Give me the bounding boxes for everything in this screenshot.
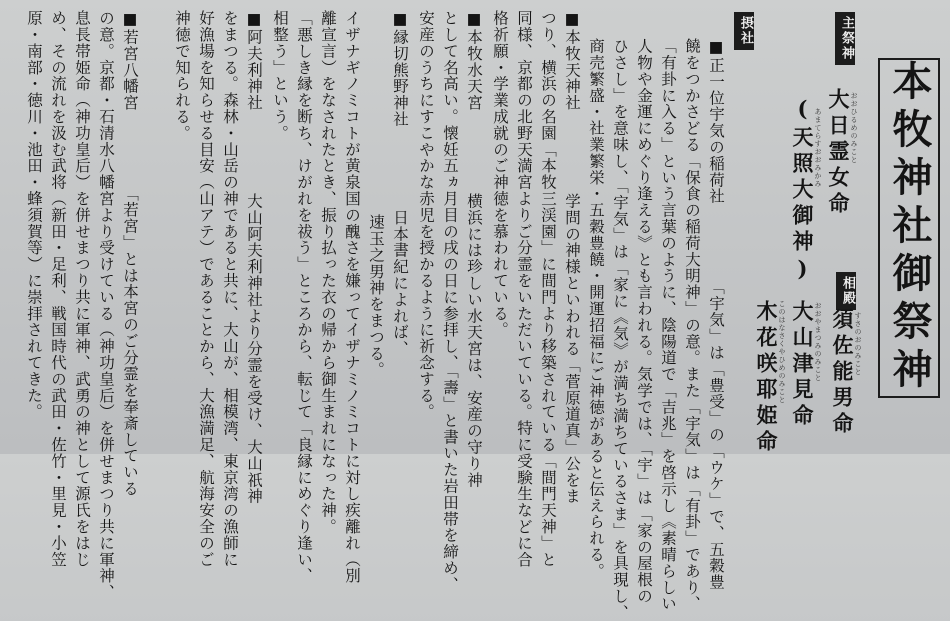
aidono-deity-3-reading: このはなさくやひめのみこと (778, 300, 786, 404)
shrine-title: 本牧神社御祭神 (886, 60, 933, 396)
aidono-deity-1: 須佐能男命 (830, 308, 855, 438)
sessha-line: 離宣言）をなされたとき、振り払った衣の帰から御生まれになった神。 (319, 10, 337, 535)
sessha-line: ■正一位宇気の稲荷社 「宇気」は「豊受」の「ウケ」で、五穀豊 (707, 38, 725, 591)
sessha-line: 好漁場を知らせる目安（山アテ）であることから、大漁満足、航海安全のご (197, 10, 215, 568)
sessha-line: の意。京都・石清水八幡宮より受けている（神功皇后）を併せまつり共に軍神、 (97, 10, 115, 601)
main-deity-1-reading: おおひるめのみこと (850, 92, 858, 164)
sessha-line: 「悪しき縁を断ち、けがれを祓う」ところから、転じて「良縁にめぐり逢い、 (295, 10, 313, 584)
sessha-line: つり、横浜の名園「本牧三渓園」に間門より移築されている「間門天神」と (539, 10, 557, 568)
sessha-line: 格祈願・学業成就のご神徳を慕われている。 (491, 10, 509, 338)
sessha-label: 摂社 (734, 12, 754, 50)
aidono-deity-2: 大山津見命 (790, 300, 815, 430)
sessha-line: ■本牧天神社 学問の神様といわれる「菅原道真」公をま (563, 10, 581, 505)
sessha-line: ■本牧水天宮 横浜には珍しい水天宮は、安産の守り神 (465, 10, 483, 489)
aidono-label: 相殿 (836, 272, 856, 310)
sessha-line: 相整う」という。 (271, 10, 289, 142)
sessha-line: 饒をつかさどる「保食の稲荷大明神」の意。また「宇気」は「有卦」であり、 (683, 38, 701, 612)
main-deity-2: (天照大御神) (790, 96, 815, 286)
main-deity-label: 主祭神 (835, 12, 855, 65)
aidono-deity-2-reading: おおやまつみのみこと (814, 302, 822, 382)
sessha-line: ひさし」を意味し、「宇気」は「家に《気》が満ち満ちているさま」を具現し、 (611, 38, 629, 621)
aidono-deity-3: 木花咲耶姫命 (754, 300, 779, 456)
main-deity-1: 大日霊女命 (826, 88, 851, 218)
sessha-line: め、その流れを汲む武将（新田・足利、戦国時代の武田・佐竹・里見・小笠 (49, 10, 67, 568)
sessha-line: として名高い。懐妊五ヵ月目の戌の日に参拝し、「壽」と書いた岩田帯を締め、 (441, 10, 459, 593)
sessha-line: 神徳で知られる。 (173, 10, 191, 142)
sessha-line: ■若宮八幡宮 「若宮」とは本宮のご分霊を奉斎している (121, 10, 139, 497)
sessha-line: 人物や金運にめぐり逢える》とも言われる。気学では、「宇」は「家の屋根の (635, 38, 653, 605)
main-deity-2-reading: あまてらすおおみかみ (814, 108, 822, 188)
title-frame (878, 58, 940, 398)
sessha-line: 安産のうちにすこやかな赤児を授かるように祈念する。 (417, 10, 435, 420)
sessha-line: 同様、京都の北野天満宮よりご分霊をいただいている。特に受験生などに合 (515, 10, 533, 568)
sessha-line: 息長帯姫命（神功皇后）を併せまつり共に軍神、武勇の神として源氏をはじ (73, 10, 91, 568)
sessha-line: ■阿夫利神社 大山阿夫利神社より分霊を受け、大山祇神 (245, 10, 263, 505)
sessha-line: 商売繁盛・社業繁栄・五穀豊饒・開運招福にご神徳があると伝えられる。 (587, 38, 605, 580)
aidono-deity-1-reading: すさのおのみこと (854, 312, 862, 376)
sessha-line: 「有卦に入る」という言葉のように、陰陽道で「吉兆」を啓示し《素晴らしい (659, 38, 677, 612)
sessha-line: イザナギノミコトが黄泉国の醜さを嫌ってイザナミノミコトに対し疾離れ（別 (343, 10, 361, 584)
sessha-line: ■縁切熊野神社 日本書紀によれば、 (391, 10, 409, 357)
sessha-line: 速玉之男神をまつる。 (367, 214, 385, 378)
sessha-line: をまつる。森林・山岳の神であると共に、大山が、相模湾、東京湾の漁師に (221, 10, 239, 568)
sessha-line: 原・南部・徳川・池田・蜂須賀等）に崇拝されてきた。 (25, 10, 43, 420)
